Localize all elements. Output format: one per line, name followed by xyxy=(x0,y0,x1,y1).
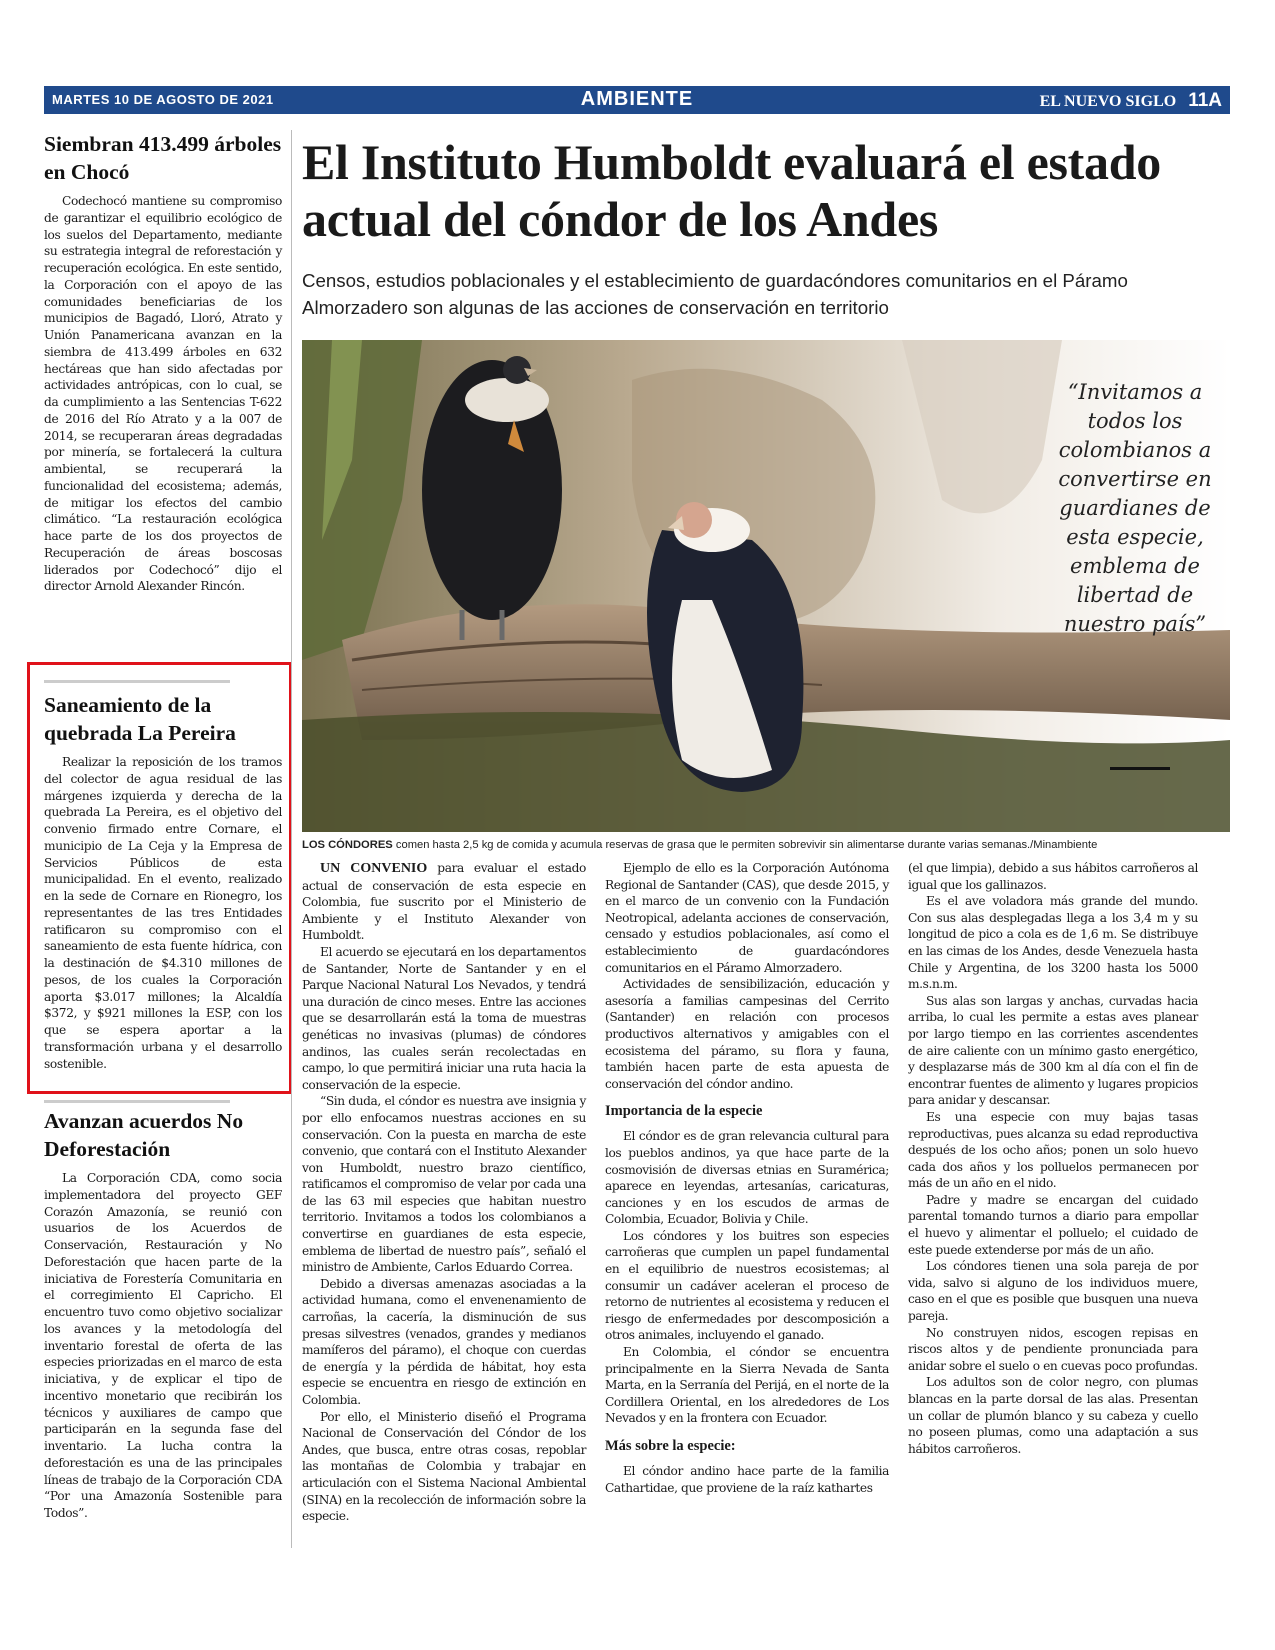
article-paragraph: El cóndor andino hace parte de la familia Cathartidae, que proviene de la raíz kathartes xyxy=(605,1464,889,1495)
brief-title: Saneamiento de la quebrada La Pereira xyxy=(44,693,236,745)
section-subhead: Más sobre la especie: xyxy=(605,1438,736,1454)
article-column-3 xyxy=(908,860,1198,1457)
brief-body: La Corporación CDA, como socia implementadora del proyecto GEF Corazón Amazonía, se reunió con usuarios de los Acuerdos de Conservación, Restauración y No Deforestación que hacen parte de la iniciativa de Forestería Comunitaria en el corregimiento El Capricho. El encuentro tuvo como objetivo socializar los avances y la metodología del inventario forestal de oferta de las especies priorizadas en el marco de esta iniciativa, y de explicar el tipo de incentivo monetario que recibirán los técnicos y auxiliares de campo que participarán en la segunda fase del inventario. La lucha contra la deforestación es una de las principales líneas de trabajo de la Corporación CDA “Por una Amazonía Sostenible para Todos”. xyxy=(44,1171,282,1520)
brief-body: Realizar la reposición de los tramos del colector de agua residual de las márgenes izquierda y derecha de la quebrada La Pereira, es el objetivo del convenio firmado entre Cornare, el municipio de La Ceja y la Empresa de Servicios Públicos de esta municipalidad. En el evento, realizado en la sede de Cornare en Rionegro, los representantes de las tres Entidades ratificaron su compromiso con el saneamiento de esta fuente hídrica, con la destinación de $4.310 millones de pesos, de los cuales la Corporación aporta $3.017 millones; la Alcaldía $372, y $921 millones la ESP, con los que se espera aportar a la transformación urbana y el desarrollo sostenible. xyxy=(44,755,282,1071)
article-paragraph xyxy=(302,860,586,944)
newspaper-name: EL NUEVO SIGLO xyxy=(1039,93,1177,110)
article-paragraph: Por ello, el Ministerio diseñó el Programa Nacional de Conservación del Cóndor de los Andes, que busca, entre otras cosas, repoblar las montañas de Colombia y trabajar en articulación con el Sistema Nacional Ambiental (SINA) en la recolección de información sobre la especie. xyxy=(302,1409,586,1524)
issue-date: MARTES 10 DE AGOSTO DE 2021 xyxy=(52,92,274,107)
section-title: AMBIENTE xyxy=(580,88,694,110)
article-paragraph: No construyen nidos, escogen repisas en riscos altos y de pendiente pronunciada para anidar sobre el suelo o en cuevas poco profundas. xyxy=(908,1325,1198,1373)
newspaper-masthead xyxy=(1040,90,1222,112)
photo-caption xyxy=(302,838,1232,852)
caption-text: comen hasta 2,5 kg de comida y acumula reservas de grasa que le permiten sobrevivir sin alimentarse durante varias semanas./Minambiente xyxy=(392,839,1098,851)
article-paragraph: Los adultos son de color negro, con plumas blancas en la parte dorsal de las alas. Presentan un collar de plumón blanco y su cabeza y cuello no poseen plumas, como una adaptación a sus hábitos carroñeros. xyxy=(908,1375,1198,1456)
section-banner xyxy=(44,86,1230,114)
lead-in: UN CONVENIO xyxy=(320,861,428,876)
article-headline: El Instituto Humboldt evaluará el estado actual del cóndor de los Andes xyxy=(302,134,1161,247)
article-paragraph: Los cóndores tienen una sola pareja de por vida, salvo si alguno de los individuos muere, caso en el que es posible que busquen una nueva pareja. xyxy=(908,1259,1198,1324)
brief-title: Siembran 413.499 árboles en Chocó xyxy=(44,132,282,184)
brief-story-la-pereira xyxy=(44,680,282,1072)
divider xyxy=(44,1100,230,1103)
article-column-2 xyxy=(605,860,889,1496)
article-subhead: Censos, estudios poblacionales y el establecimiento de guardacóndores comunitarios en el Páramo Almorzadero son algunas de las acciones de conservación en territorio xyxy=(302,270,1128,318)
article-paragraph: Ejemplo de ello es la Corporación Autónoma Regional de Santander (CAS), que desde 2015, y en el marco de un convenio con la Fundación Neotropical, adelanta acciones de conservación, censado y estudios poblacionales, así como el establecimiento de guardacóndores comunitarios en el Páramo Almorzadero. xyxy=(605,861,889,975)
article-paragraph: El cóndor es de gran relevancia cultural para los pueblos andinos, ya que hace parte de la cosmovisión de diversas etnias en Suramérica; aparece en leyendas, artesanías, caricaturas, canciones y en los escudos de armas de Colombia, Ecuador, Bolivia y Chile. xyxy=(605,1129,889,1227)
page-number: 11A xyxy=(1188,90,1222,111)
pull-quote-rule xyxy=(1110,767,1170,770)
caption-lead: LOS CÓNDORES xyxy=(302,839,393,851)
article-paragraph: “Sin duda, el cóndor es nuestra ave insignia y por ello enfocamos nuestras acciones en su conservación. Con la puesta en marcha de este convenio, que contará con el Instituto Alexander von Humboldt, nuestro brazo científico, ratificamos el compromiso de velar por cada una de las 63 mil especies que habitan nuestro territorio. Invitamos a todos los colombianos a convertirse en guardianes de esta especie, emblema de libertad de nuestro país”, señaló el ministro de Ambiente, Carlos Eduardo Correa. xyxy=(302,1094,586,1275)
article-paragraph: Sus alas son largas y anchas, curvadas hacia arriba, lo cual les permite a estas aves planear por largo tiempo en las corrientes ascendentes de aire caliente con un mínimo gasto energético, y desplazarse más de 300 km al día con el fin de encontrar fuentes de alimento y lugares propicios para anidar y descansar. xyxy=(908,993,1198,1108)
article-paragraph: En Colombia, el cóndor se encuentra principalmente en la Sierra Nevada de Santa Marta, en la Serranía del Perijá, en el norte de la Cordillera Oriental, en los alrededores de Los Nevados y en la frontera con Ecuador. xyxy=(605,1345,889,1426)
article-column-1 xyxy=(302,860,586,1525)
divider xyxy=(44,680,230,683)
article-paragraph: Debido a diversas amenazas asociadas a la actividad humana, como el envenenamiento de carroñas, la cacería, la disminución de sus presas silvestres (venados, grandes y medianos mamíferos del páramo), el choque con cuerdas de energía y la pérdida de hábitat, hoy esta especie se encuentra en riesgo de extinción en Colombia. xyxy=(302,1276,586,1407)
article-paragraph: Actividades de sensibilización, educación y asesoría a familias campesinas del Cerrito (Santander) en relación con procesos productivos alternativos y amigables con el ecosistema del páramo, su flora y fauna, también hacen parte de esta apuesta de conservación del cóndor andino. xyxy=(605,977,889,1091)
article-paragraph: (el que limpia), debido a sus hábitos carroñeros al igual que los gallinazos. xyxy=(908,861,1198,892)
lead-text: para evaluar el estado actual de conservación de esta especie en Colombia, fue suscrito por el Ministerio de Ambiente y el Instituto Alexander von Humboldt. xyxy=(302,861,586,943)
column-rule xyxy=(291,130,292,1548)
article-paragraph: Es una especie con muy bajas tasas reproductivas, pues alcanza su edad reproductiva después de los ocho años; ponen un solo huevo cada dos años y los polluelos permanecen por más de un año en el nido. xyxy=(908,1109,1198,1191)
article-paragraph: Los cóndores y los buitres son especies carroñeras que cumplen un papel fundamental en el equilibrio de nuestros ecosistemas; al consumir un cadáver aceleran el proceso de retorno de nutrientes al ecosistema y reducen el riesgo de enfermedades por descomposición a otros animales, incluyendo el ganado. xyxy=(605,1228,889,1343)
brief-story-deforestacion xyxy=(44,1100,282,1522)
brief-body: Codechocó mantiene su compromiso de garantizar el equilibrio ecológico de los suelos del Departamento, mediante su estrategia integral de reforestación y recuperación ecológica. En este sentido, la Corporación con el apoyo de las comunidades beneficiarias de los municipios de Bagadó, Lloró, Atrato y Unión Panamericana avanzan en la siembra de 413.499 árboles en 632 hectáreas que han sido afectadas por actividades antrópicas, con lo cual, se da cumplimiento a las Sentencias T-622 de 2016 del Río Atrato y a la 007 de 2014, se recuperaran áreas degradadas por minería, se fortalecerá la cultura ambiental, se recuperará la funcionalidad del ecosistema; además, de mitigar los efectos del cambio climático. “La restauración ecológica hace parte de los dos proyectos de Recuperación de áreas boscosas liderados por Codechocó” dijo el director Arnold Alexander Rincón. xyxy=(44,194,282,594)
brief-title: Avanzan acuerdos No Deforestación xyxy=(44,1109,244,1161)
section-subhead: Importancia de la especie xyxy=(605,1103,763,1120)
article-paragraph: Padre y madre se encargan del cuidado parental tomando turnos a diario para empollar el huevo y alimentar el polluelo; el cuidado de este puede extenderse por más de un año. xyxy=(908,1192,1198,1257)
article-paragraph: El acuerdo se ejecutará en los departamentos de Santander, Norte de Santander y en el Parque Nacional Natural Los Nevados, y tendrá una duración de cinco meses. Entre las acciones que se desarrollarán está la toma de muestras genéticas no invasivas (plumas) de cóndores andinos, las cuales serán recolectadas en campo, lo que permitirá iniciar una ruta hacia la conservación de la especie. xyxy=(302,944,586,1092)
brief-story-choco xyxy=(44,130,282,595)
pull-quote: “Invitamos a todos los colombianos a convertirse en guardianes de esta especie, emblema de libertad de nuestro país” xyxy=(1058,380,1212,636)
article-paragraph: Es el ave voladora más grande del mundo. Con sus alas desplegadas llega a los 3,4 m y su longitud de pico a cola es de 1,6 m. Se distribuye en las cimas de los Andes, desde Venezuela hasta Chile y Argentina, de los 3200 hasta los 5000 m.s.n.m. xyxy=(908,894,1198,992)
